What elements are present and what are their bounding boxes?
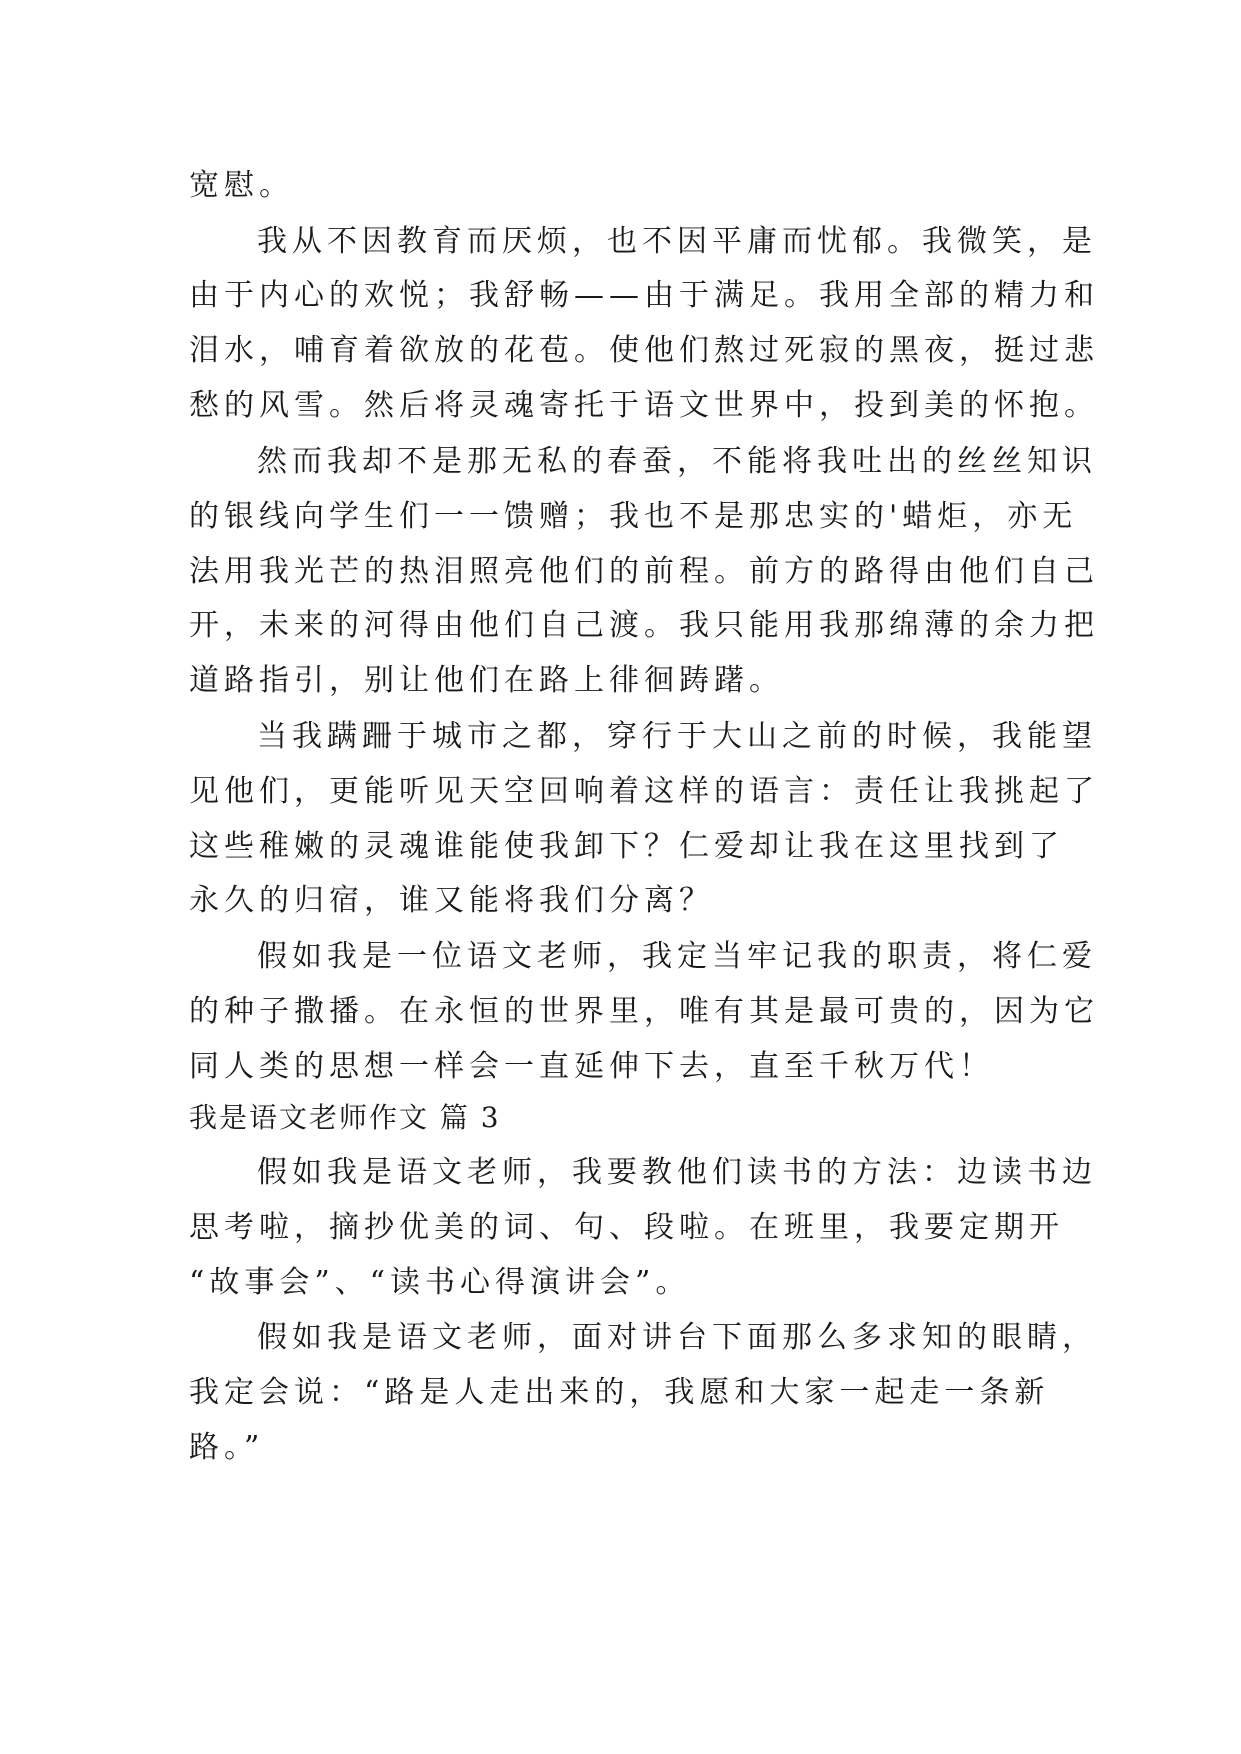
text-line: 开，未来的河得由他们自己渡。我只能用我那绵薄的余力把 bbox=[189, 608, 1099, 643]
text-line: 的种子撒播。在永恒的世界里，唯有其是最可贵的，因为它 bbox=[189, 994, 1099, 1029]
text-line: 路。” bbox=[189, 1430, 265, 1465]
text-line: 法用我光芒的热泪照亮他们的前程。前方的路得由他们自己 bbox=[189, 554, 1099, 589]
text-line: 泪水，哺育着欲放的花苞。使他们熬过死寂的黑夜，挺过悲 bbox=[189, 333, 1099, 368]
text-line: 我定会说：“路是人走出来的，我愿和大家一起走一条新 bbox=[189, 1375, 1050, 1410]
text-line: 这些稚嫩的灵魂谁能使我卸下？仁爱却让我在这里找到了 bbox=[189, 829, 1064, 864]
text-line: “故事会”、“读书心得演讲会”。 bbox=[189, 1265, 691, 1300]
text-line: 思考啦，摘抄优美的词、句、段啦。在班里，我要定期开 bbox=[189, 1210, 1064, 1245]
paragraph-first-line: 然而我却不是那无私的春蚕，不能将我吐出的丝丝知识 bbox=[257, 444, 1097, 479]
text-line: 宽慰。 bbox=[189, 168, 294, 203]
text-line: 同人类的思想一样会一直延伸下去，直至千秋万代！ bbox=[189, 1049, 994, 1084]
paragraph-first-line: 假如我是语文老师，面对讲台下面那么多求知的眼睛， bbox=[257, 1320, 1097, 1355]
text-line: 的银线向学生们一一馈赠；我也不是那忠实的'蜡炬，亦无 bbox=[189, 499, 1078, 534]
paragraph-first-line: 假如我是语文老师，我要教他们读书的方法：边读书边 bbox=[257, 1155, 1097, 1190]
paragraph-first-line: 我从不因教育而厌烦，也不因平庸而忧郁。我微笑，是 bbox=[257, 224, 1097, 259]
text-line: 愁的风雪。然后将灵魂寄托于语文世界中，投到美的怀抱。 bbox=[189, 388, 1099, 423]
paragraph-first-line: 假如我是一位语文老师，我定当牢记我的职责，将仁爱 bbox=[257, 939, 1097, 974]
paragraph-first-line: 当我蹒跚于城市之都，穿行于大山之前的时候，我能望 bbox=[257, 719, 1097, 754]
text-line: 永久的归宿，谁又能将我们分离？ bbox=[189, 883, 714, 918]
text-line: 由于内心的欢悦；我舒畅——由于满足。我用全部的精力和 bbox=[189, 278, 1099, 313]
section-heading: 我是语文老师作文 篇 3 bbox=[189, 1101, 501, 1134]
text-line: 道路指引，别让他们在路上徘徊踌躇。 bbox=[189, 663, 784, 698]
text-line: 见他们，更能听见天空回响着这样的语言：责任让我挑起了 bbox=[189, 774, 1099, 809]
